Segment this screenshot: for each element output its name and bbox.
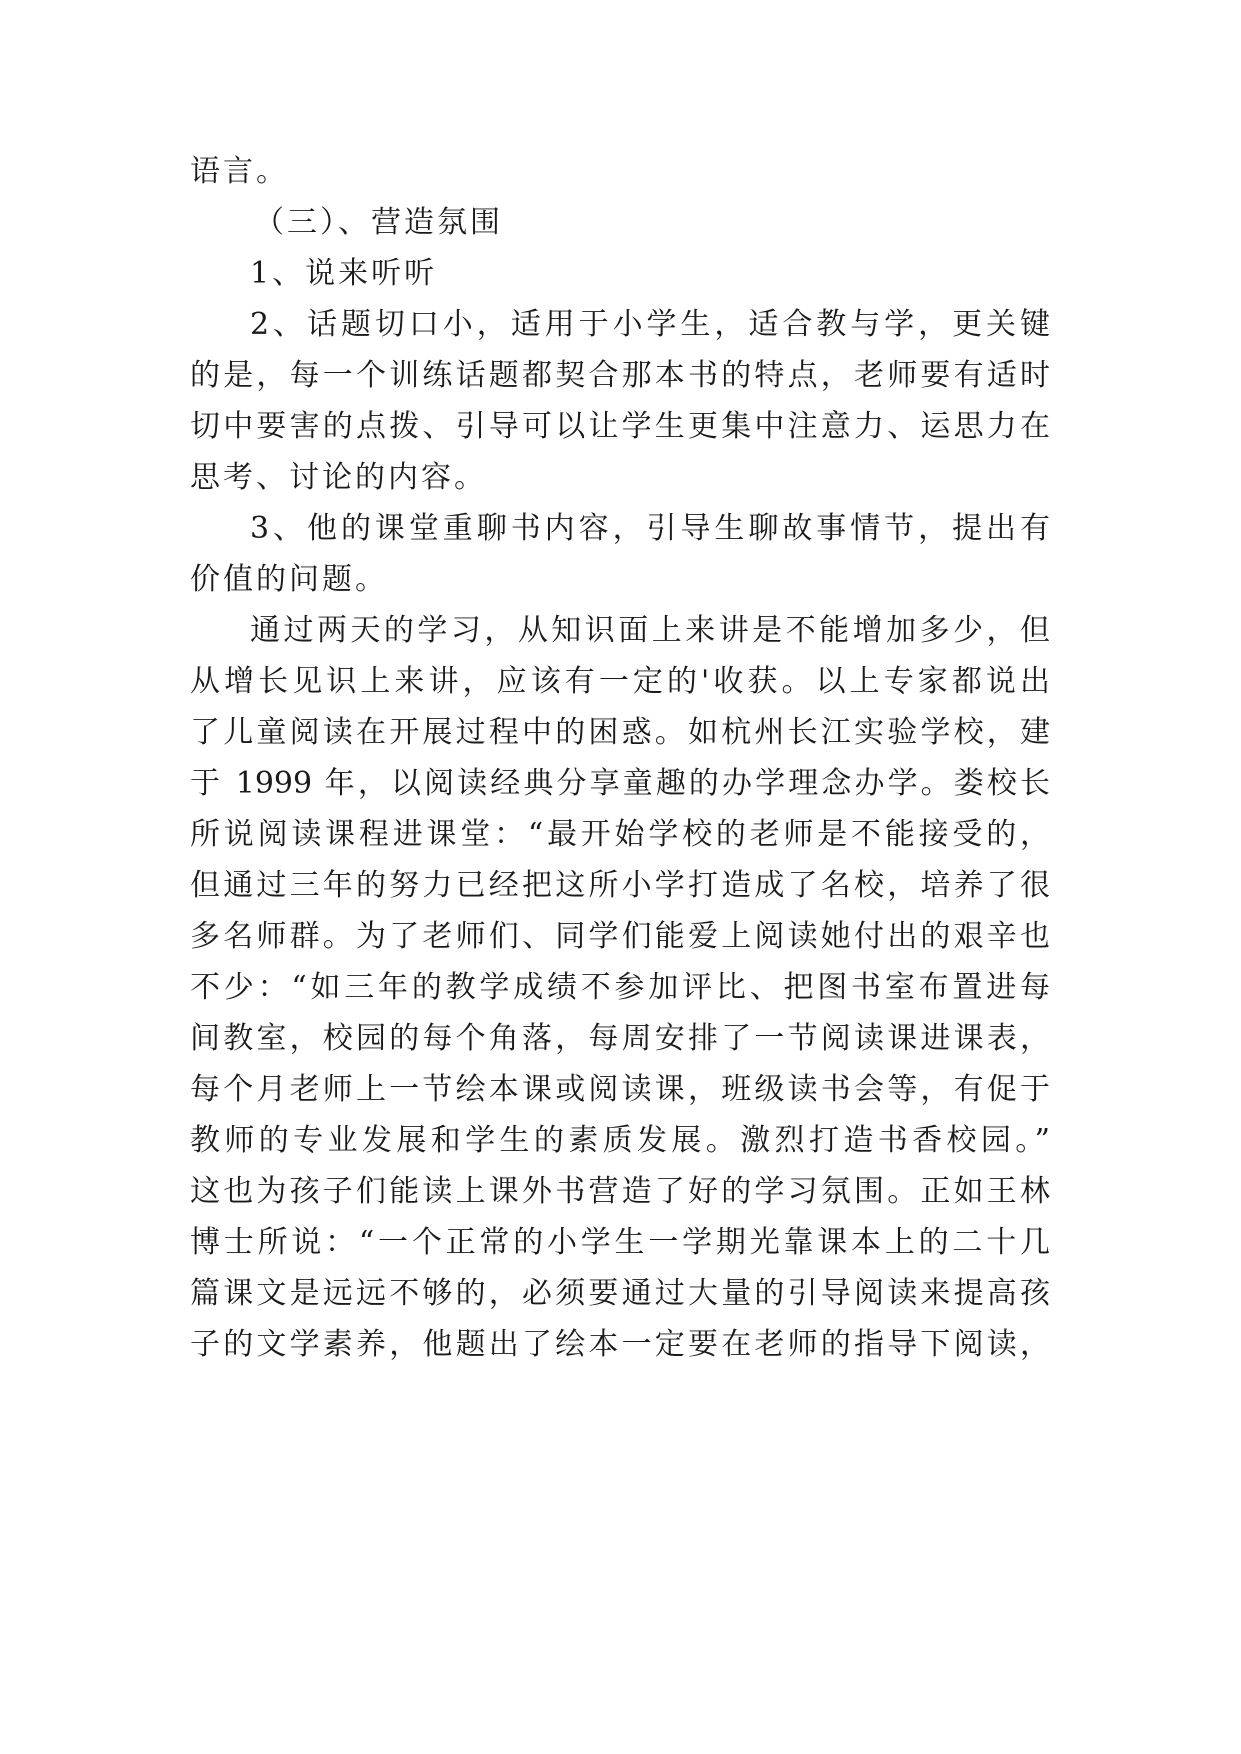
text-line: 的是，每一个训练话题都契合那本书的特点，老师要有适时 — [190, 358, 1050, 393]
text-line: 博士所说：“一个正常的小学生一学期光靠课本上的二十几 — [190, 1225, 1050, 1260]
text-line: 子的文学素养，他题出了绘本一定要在老师的指导下阅读， — [190, 1327, 1050, 1362]
text-line: 教师的专业发展和学生的素质发展。激烈打造书香校园。” — [190, 1123, 1050, 1158]
text-line: 于 1999 年，以阅读经典分享童趣的办学理念办学。娄校长 — [190, 766, 1050, 801]
text-line: 通过两天的学习，从知识面上来讲是不能增加多少，但 — [250, 613, 1050, 648]
text-line: 3、他的课堂重聊书内容，引导生聊故事情节，提出有 — [250, 511, 1050, 546]
text-line: 这也为孩子们能读上课外书营造了好的学习氛围。正如王林 — [190, 1174, 1050, 1209]
text-line: 切中要害的点拨、引导可以让学生更集中注意力、运思力在 — [190, 409, 1050, 444]
section-heading: （三）、营造氛围 — [254, 205, 503, 240]
text-line: 但通过三年的努力已经把这所小学打造成了名校，培养了很 — [190, 868, 1050, 903]
text-line: 篇课文是远远不够的，必须要通过大量的引导阅读来提高孩 — [190, 1276, 1050, 1311]
text-line: 价值的问题。 — [190, 562, 388, 597]
text-line: 了儿童阅读在开展过程中的困惑。如杭州长江实验学校，建 — [190, 715, 1050, 750]
text-line: 每个月老师上一节绘本课或阅读课，班级读书会等，有促于 — [190, 1072, 1050, 1107]
list-item-heading: 1、说来听听 — [250, 256, 438, 291]
text-line: 多名师群。为了老师们、同学们能爱上阅读她付出的艰辛也 — [190, 919, 1050, 954]
text-line: 思考、讨论的内容。 — [190, 460, 487, 495]
text-line: 所说阅读课程进课堂：“最开始学校的老师是不能接受的， — [190, 817, 1050, 852]
text-line: 2、话题切口小，适用于小学生，适合教与学，更关键 — [250, 307, 1050, 342]
text-line: 从增长见识上来讲，应该有一定的'收获。以上专家都说出 — [190, 664, 1050, 699]
text-line: 间教室，校园的每个角落，每周安排了一节阅读课进课表， — [190, 1021, 1050, 1056]
text-line: 语言。 — [190, 154, 289, 189]
text-line: 不少：“如三年的教学成绩不参加评比、把图书室布置进每 — [190, 970, 1050, 1005]
